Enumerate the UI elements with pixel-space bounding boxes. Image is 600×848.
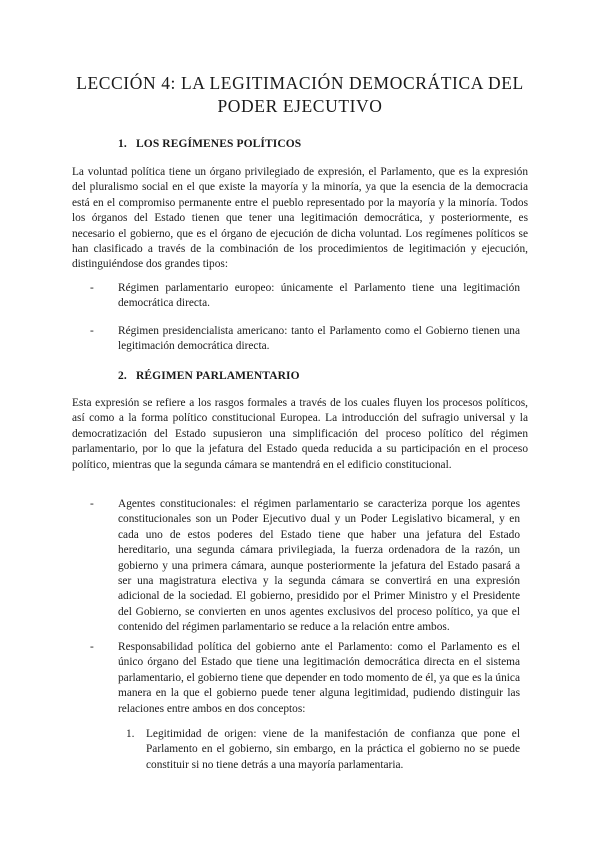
list-item [90,281,520,312]
section-paragraph: Esta expresión se refiere a los rasgos formales a través de los cuales fluyen los procesos políticos, así como a la forma político constitucional Europea. La introducción del sufragio universal y la democratización del Estado supusieron una simplificación del proceso político del régimen parlamentario, por lo que la jefatura del Estado queda reducida a su participación en el proceso político, mientras que la segunda cámara se mantendrá en el edificio constitucional. [72,397,528,471]
page-title: LECCIÓN 4: LA LEGITIMACIÓN DEMOCRÁTICA DEL PODER EJECUTIVO [76,73,524,116]
list-item [90,324,520,355]
list-marker: - [90,282,94,294]
list-item-text: Responsabilidad política del gobierno ante el Parlamento: como el Parlamento es el único órgano del Estado que tiene una legitimación democrática directa en el sistema parlamentario, el gobierno tiene que depender en todo momento de él, ya que es la única manera en la que el gobierno puede tener alguna legitimidad, pudiendo distinguir las relaciones entre ambos en dos conceptos: [118,641,520,715]
section-title: LOS REGÍMENES POLÍTICOS [136,138,302,150]
list-item-text: Régimen parlamentario europeo: únicamente el Parlamento tiene una legitimación democrática directa. [118,282,520,310]
subitem-text: Legitimidad de origen: viene de la manifestación de confianza que pone el Parlamento en el gobierno, sin embargo, en la práctica el gobierno no se puede constituir si no tiene detrás a una mayoría parlamentaria. [146,728,520,771]
list-marker: - [90,325,94,337]
subitem-number: 1. [126,728,135,740]
section-number: 2. [118,370,127,382]
list-item-text: Régimen presidencialista americano: tanto el Parlamento como el Gobierno tienen una legitimación democrática directa. [118,325,520,353]
section-number: 1. [118,138,127,150]
list-marker: - [90,498,94,510]
list-marker: - [90,641,94,653]
numbered-subitem [126,727,520,773]
list-item [90,640,520,717]
list-item [90,497,520,636]
section-title: RÉGIMEN PARLAMENTARIO [136,370,300,382]
list-item-text: Agentes constitucionales: el régimen parlamentario se caracteriza porque los agentes constitucionales son un Poder Ejecutivo dual y un Poder Legislativo bicameral, y en cada uno de estos poderes del Estado tiene que haber una jefatura del Estado hereditario, una segunda cámara privilegiada, la fuerza ordenadora de la razón, un gobierno y una primera cámara, aunque posteriormente la jefatura del Estado pasará a ser una magistratura electiva y la segunda cámara se convertirá en una expresión adicional de la sociedad. El gobierno, presidido por el Primer Ministro y el Presidente del Gobierno, se convierten en unos agentes exclusivos del proceso político, ya que el contenido del régimen parlamentario se reduce a la relación entre ambos. [118,498,520,634]
section-paragraph: La voluntad política tiene un órgano privilegiado de expresión, el Parlamento, que es la expresión del pluralismo social en el que existe la mayoría y la minoría, ya que la esencia de la democracia está en el compromiso permanente entre el pueblo representado por la mayoría y la minoría. Todos los órganos del Estado tienen que tener una legitimación democrática, y posteriormente, es necesario el gobierno, que es el órgano de ejecución de dicha voluntad. Los regímenes políticos se han clasificado a través de la combinación de los procedimientos de legitimación y ejecución, distinguiéndose dos grandes tipos: [72,166,528,271]
